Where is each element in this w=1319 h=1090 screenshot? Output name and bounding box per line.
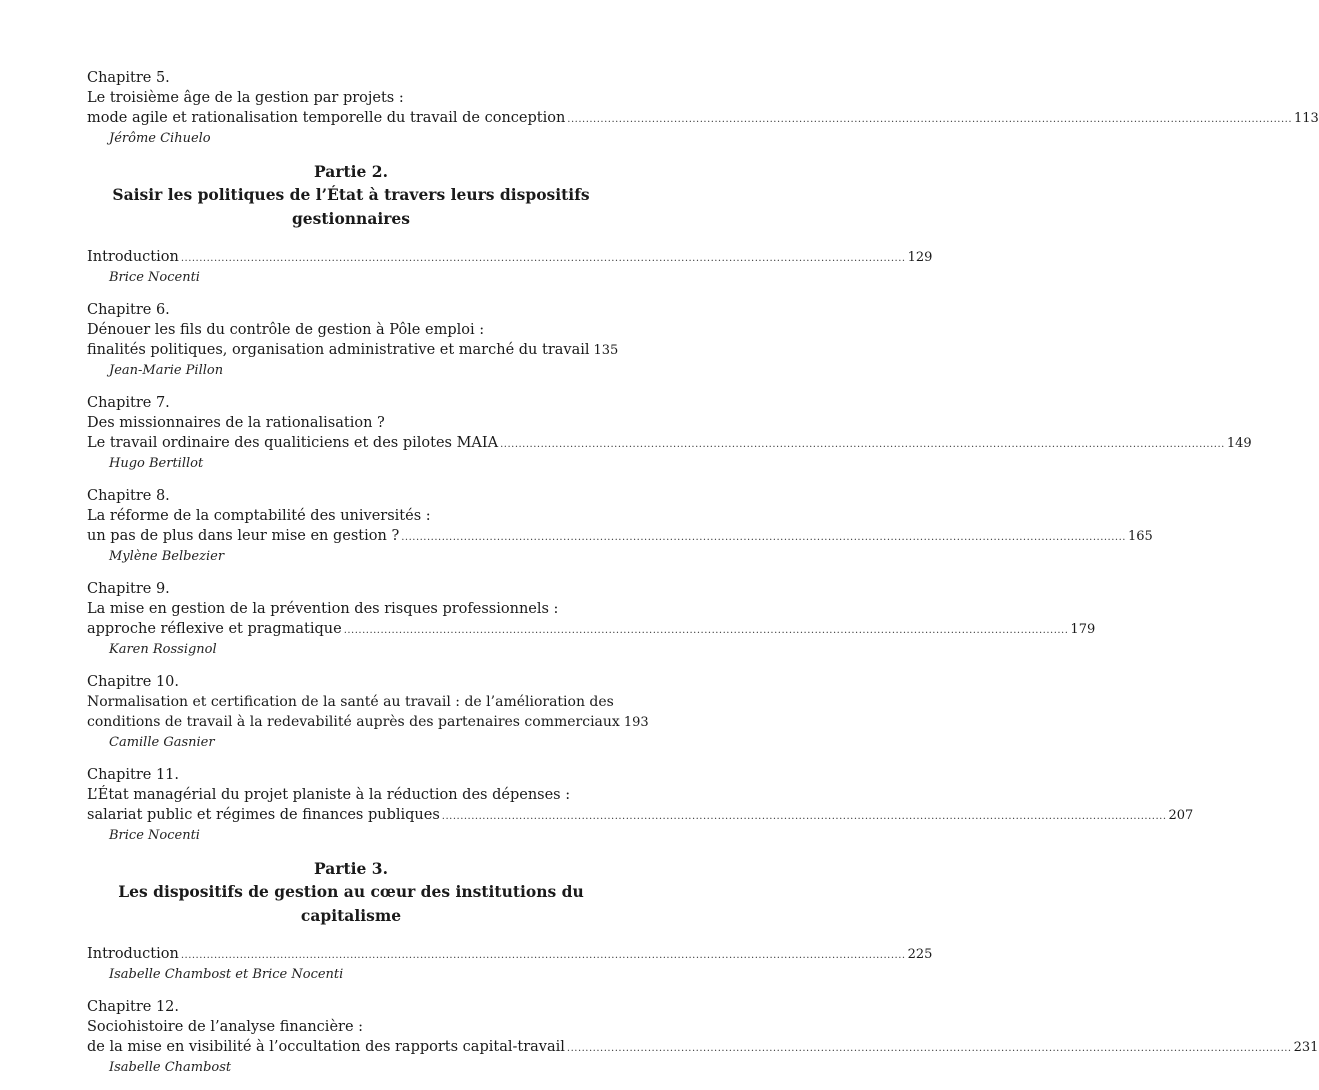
toc-entry-chapter-7[interactable] [87,393,1252,472]
author: Brice Nocenti [109,828,200,843]
toc-entry-chapter-12[interactable] [87,997,1319,1076]
author: Hugo Bertillot [109,456,204,471]
author: Brice Nocenti [109,270,200,285]
part-title: Les dispositifs de gestion au cœur des institutions du capitalisme [118,882,584,925]
page-number: 231 [1293,1040,1319,1055]
page-number: 149 [1226,436,1252,451]
page-number: 193 [623,715,649,730]
toc-entry-chapter-11[interactable] [87,765,1194,844]
dot-leader: ..................................................................................................................................................................................................... [401,532,1126,543]
chapter-title-leader [87,805,1194,827]
chapter-label: Chapitre 7. [87,395,170,411]
toc-entry-chapter-5[interactable] [87,68,1319,147]
chapter-title-line1: Normalisation et certification de la santé au travail : de l’amélioration des [87,694,614,710]
author: Isabelle Chambost [109,1060,232,1075]
toc-entry-chapter-10[interactable] [87,672,649,751]
introduction-leader [87,944,933,966]
page-number: 179 [1070,622,1096,637]
author: Karen Rossignol [109,642,217,657]
chapter-title-line2: mode agile et rationalisation temporelle du travail de conception [87,110,566,126]
part-title: Saisir les politiques de l’État à travers leurs dispositifs gestionnaires [112,185,590,228]
page-number: 113 [1294,111,1319,126]
chapter-label: Chapitre 12. [87,999,180,1015]
dot-leader: ..................................................................................................................................................................................................... [180,950,906,961]
chapter-title-line1: La mise en gestion de la prévention des risques professionnels : [87,601,559,617]
part-heading-3 [87,858,615,928]
chapter-title-line1: Sociohistoire de l’analyse financière : [87,1019,364,1035]
chapter-title-line2: approche réflexive et pragmatique [87,621,342,637]
chapter-label: Chapitre 9. [87,581,170,597]
chapter-label: Chapitre 11. [87,767,180,783]
dot-leader: ..................................................................................................................................................................................................... [567,114,1293,125]
chapter-title-leader [87,619,1096,641]
dot-leader: ..................................................................................................................................................................................................... [441,811,1167,822]
part-heading-2 [87,161,615,231]
table-of-contents [87,68,1319,1090]
author: Camille Gasnier [109,735,215,750]
chapter-title-leader [87,433,1252,455]
page-number: 225 [907,947,933,962]
chapter-title-leader [87,712,649,734]
dot-leader: ..................................................................................................................................................................................................... [180,253,906,264]
part-label: Partie 3. [314,859,388,878]
introduction-title: Introduction [87,249,179,265]
introduction-leader [87,247,933,269]
toc-entry-chapter-6[interactable] [87,300,619,379]
chapter-title-line2: conditions de travail à la redevabilité auprès des partenaires commerciaux [87,714,620,730]
page-number: 129 [907,250,933,265]
author: Jean-Marie Pillon [109,363,224,378]
chapter-title-leader [87,108,1319,130]
chapter-title-line2: de la mise en visibilité à l’occultation des rapports capital-travail [87,1039,565,1055]
chapter-label: Chapitre 10. [87,674,180,690]
page-number: 207 [1168,808,1194,823]
chapter-title-line1: Dénouer les fils du contrôle de gestion à Pôle emploi : [87,322,485,338]
toc-entry-chapter-8[interactable] [87,486,1153,565]
chapter-label: Chapitre 6. [87,302,170,318]
part-label: Partie 2. [314,162,388,181]
chapter-title-line2: Le travail ordinaire des qualiticiens et des pilotes MAIA [87,435,499,451]
author: Mylène Belbezier [109,549,225,564]
chapter-title-leader [87,526,1153,548]
chapter-title-line1: Le troisième âge de la gestion par projets : [87,90,404,106]
dot-leader: ..................................................................................................................................................................................................... [500,439,1225,450]
chapter-title-line2: finalités politiques, organisation administrative et marché du travail [87,342,590,358]
chapter-title-line2: un pas de plus dans leur mise en gestion ? [87,528,400,544]
chapter-title-leader [87,1037,1319,1059]
page-number: 135 [593,343,619,358]
chapter-title-line1: La réforme de la comptabilité des universités : [87,508,431,524]
dot-leader: ..................................................................................................................................................................................................... [566,1043,1292,1054]
toc-entry-introduction-part-2[interactable] [87,247,933,286]
chapter-label: Chapitre 8. [87,488,170,504]
author: Isabelle Chambost et Brice Nocenti [109,967,344,982]
chapter-label: Chapitre 5. [87,70,170,86]
dot-leader: ..................................................................................................................................................................................................... [343,625,1069,636]
toc-entry-chapter-9[interactable] [87,579,1096,658]
chapter-title-line1: Des missionnaires de la rationalisation ? [87,415,385,431]
chapter-title-line1: L’État managérial du projet planiste à la réduction des dépenses : [87,787,571,803]
chapter-title-line2: salariat public et régimes de finances publiques [87,807,440,823]
chapter-title-leader [87,340,619,362]
page-number: 165 [1127,529,1153,544]
author: Jérôme Cihuelo [109,131,211,146]
toc-entry-introduction-part-3[interactable] [87,944,933,983]
introduction-title: Introduction [87,946,179,962]
